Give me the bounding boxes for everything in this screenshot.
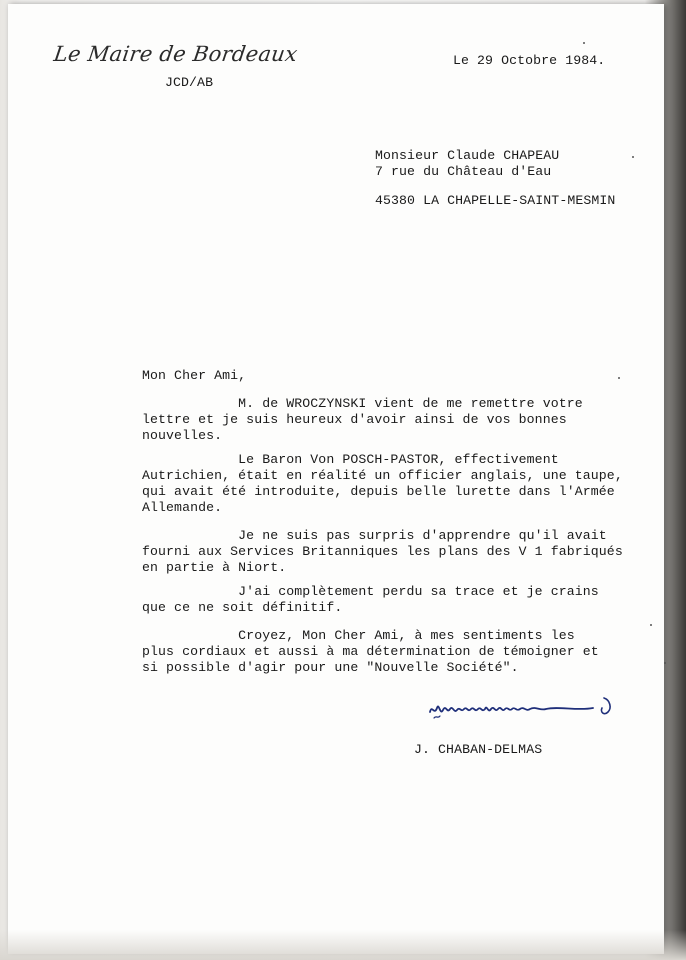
body-line: que ce ne soit définitif. [142, 600, 343, 615]
letterhead-title: Le Maire de Bordeaux [52, 42, 300, 66]
body-line: lettre et je suis heureux d'avoir ainsi de vos bonnes [142, 412, 567, 427]
page-shadow [0, 930, 686, 960]
recipient-city: 45380 LA CHAPELLE-SAINT-MESMIN [375, 193, 616, 208]
body-line: J'ai complètement perdu sa trace et je crains [142, 584, 599, 599]
paper-speck [632, 156, 634, 158]
reference-code: JCD/AB [165, 75, 214, 90]
body-line: Le Baron Von POSCH-PASTOR, effectivement [142, 452, 559, 467]
body-line: nouvelles. [142, 428, 223, 443]
body-line: plus cordiaux et aussi à ma détermination de témoigner et [142, 644, 599, 659]
body-line: qui avait été introduite, depuis belle lurette dans l'Armée [142, 484, 615, 499]
salutation: Mon Cher Ami, [142, 368, 247, 383]
paper-speck [664, 662, 666, 664]
paper-speck [583, 42, 585, 44]
body-line: M. de WROCZYNSKI vient de me remettre votre [142, 396, 583, 411]
body-line: si possible d'agir pour une "Nouvelle Société". [142, 660, 519, 675]
letter-date: Le 29 Octobre 1984. [453, 53, 606, 68]
recipient-name: Monsieur Claude CHAPEAU [375, 148, 560, 163]
body-line: en partie à Niort. [142, 560, 287, 575]
body-line: Allemande. [142, 500, 223, 515]
paper-speck [650, 624, 652, 626]
body-line: fourni aux Services Britanniques les plans des V 1 fabriqués [142, 544, 623, 559]
paper-speck [618, 377, 620, 379]
recipient-street: 7 rue du Château d'Eau [375, 164, 552, 179]
body-line: Croyez, Mon Cher Ami, à mes sentiments les [142, 628, 575, 643]
handwritten-signature [428, 694, 624, 724]
body-line: Autrichien, était en réalité un officier anglais, une taupe, [142, 468, 623, 483]
signatory-name: J. CHABAN-DELMAS [414, 742, 543, 757]
body-line: Je ne suis pas surpris d'apprendre qu'il avait [142, 528, 607, 543]
